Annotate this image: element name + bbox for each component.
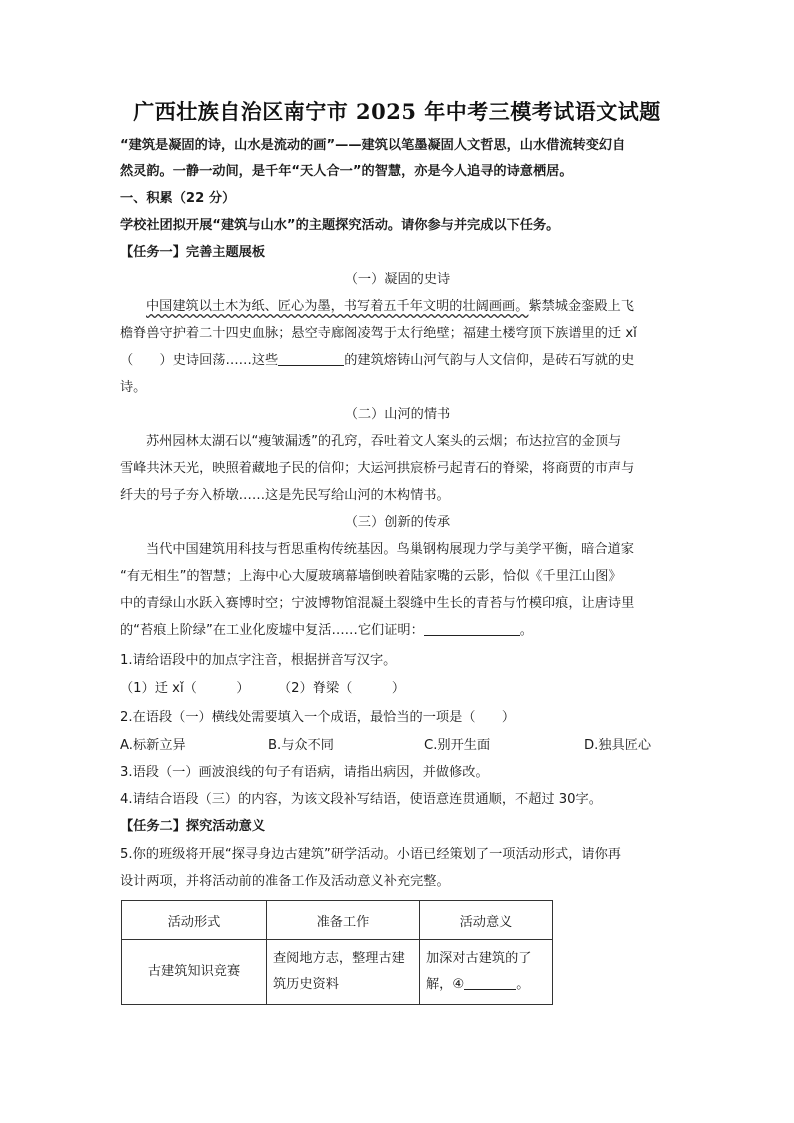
- question-3: 3.语段（一）画波浪线的句子有语病，请指出病因，并做修改。: [120, 765, 489, 780]
- page-title: 广西壮族自治区南宁市 2025 年中考三模考试语文试题: [133, 99, 661, 124]
- meaning-blank: [464, 975, 516, 990]
- passage1-line-3: [120, 351, 675, 371]
- meaning-line-2a: 解，④: [426, 977, 465, 992]
- section-heading: 一、积累（22 分）: [120, 191, 236, 206]
- passage3-line-2: “有无相生”的智慧；上海中心大厦玻璃幕墙倒映着陆家嘴的云影，恰似《千里江山图》: [120, 569, 622, 584]
- passage1-line-3b: 的建筑熔铸山河气韵与人文信仰，是砖石写就的史: [344, 353, 635, 368]
- activity-table: [121, 900, 553, 1005]
- prep-line-1: 查阅地方志，整理古建: [273, 951, 405, 966]
- passage1-line-1: [120, 297, 675, 317]
- question-1-sub-2: （2）脊梁（ ）: [278, 681, 406, 696]
- conclusion-blank: [424, 621, 520, 636]
- question-2-option-a: A.标新立异: [120, 738, 186, 753]
- question-1-sub-1: （1）迁 xǐ（ ）: [120, 681, 250, 696]
- question-1: 1.请给语段中的加点字注音，根据拼音写汉字。: [120, 653, 397, 668]
- section-description: 学校社团拟开展“建筑与山水”的主题探究活动。请你参与并完成以下任务。: [120, 218, 560, 233]
- intro-line-2: 然灵韵。一静一动间，是千年“天人合一”的智慧，亦是今人追寻的诗意栖居。: [120, 164, 573, 179]
- question-2-option-d: D.独具匠心: [584, 738, 652, 753]
- question-4: 4.请结合语段（三）的内容，为该文段补写结语，使语意连贯通顺，不超过 30字。: [120, 792, 602, 807]
- question-2: 2.在语段（一）横线处需要填入一个成语，最恰当的一项是（ ）: [120, 710, 516, 725]
- passage3-line-1: 当代中国建筑用科技与哲思重构传统基因。鸟巢钢构展现力学与美学平衡，暗合道家: [146, 542, 634, 557]
- table-header-cell: 准备工作: [267, 901, 420, 940]
- meaning-line-1: 加深对古建筑的了: [426, 951, 532, 966]
- passage3-line-4a: 的“苔痕上阶绿”在工业化废墟中复活……它们证明：: [120, 623, 424, 638]
- meaning-line-2: [426, 972, 546, 998]
- table-header-cell: 活动形式: [122, 901, 267, 940]
- task1-heading: 【任务一】完善主题展板: [120, 245, 266, 260]
- passage3-line-4b: 。: [519, 623, 533, 638]
- table-cell-meaning: [420, 940, 553, 1005]
- question-5-line-2: 设计两项，并将活动前的准备工作及活动意义补充完整。: [120, 874, 450, 889]
- table-row: [122, 940, 553, 1005]
- passage1-line-4: 诗。: [120, 380, 147, 395]
- idiom-blank: [278, 351, 344, 366]
- task2-heading: 【任务二】探究活动意义: [120, 819, 266, 834]
- passage3-line-3: 中的青绿山水跃入赛博时空；宁波博物馆混凝土裂缝中生长的青苔与竹模印痕，让唐诗里: [120, 596, 635, 611]
- passage3-subtitle: （三）创新的传承: [344, 515, 451, 530]
- passage3-line-4: [120, 621, 675, 641]
- question-2-option-c: C.别开生面: [424, 738, 491, 753]
- intro-line-1: “建筑是凝固的诗，山水是流动的画”——建筑以笔墨凝固人文哲思，山水借流转变幻自: [120, 138, 626, 153]
- question-2-option-b: B.与众不同: [268, 738, 334, 753]
- passage1-line-2: 檐脊兽守护着二十四史血脉；悬空寺廊阁凌驾于太行绝壁；福建土楼穹顶下族谱里的迁 xǐ: [120, 326, 637, 341]
- passage1-line-3a: （ ）史诗回荡……这些: [120, 353, 279, 368]
- passage1-subtitle: （一）凝固的史诗: [344, 272, 451, 287]
- passage2-line-2: 雪峰共沐天光，映照着藏地子民的信仰；大运河拱宸桥弓起青石的脊梁，将商贾的市声与: [120, 461, 635, 476]
- prep-line-2: 筑历史资料: [273, 977, 339, 992]
- passage2-line-3: 纤夫的号子夯入桥墩……这是先民写给山河的木构情书。: [120, 488, 450, 503]
- table-cell-form: 古建筑知识竞赛: [122, 940, 267, 1005]
- meaning-line-2b: 。: [516, 977, 530, 992]
- question-5-line-1: 5.你的班级将开展“探寻身边古建筑”研学活动。小语已经策划了一项活动形式，请你再: [120, 847, 621, 862]
- table-header-cell: 活动意义: [420, 901, 553, 940]
- passage2-subtitle: （二）山河的情书: [344, 407, 451, 422]
- passage2-line-1: 苏州园林太湖石以“瘦皱漏透”的孔窍，吞吐着文人案头的云烟；布达拉宫的金顶与: [146, 434, 622, 449]
- passage1-line-1-rest: 紫禁城金銮殿上飞: [528, 299, 634, 314]
- table-cell-prep: [267, 940, 420, 1005]
- wavy-underlined-sentence: 中国建筑以土木为纸、匠心为墨，书写着五千年文明的壮阔画画。: [146, 299, 529, 314]
- table-header-row: [122, 901, 553, 940]
